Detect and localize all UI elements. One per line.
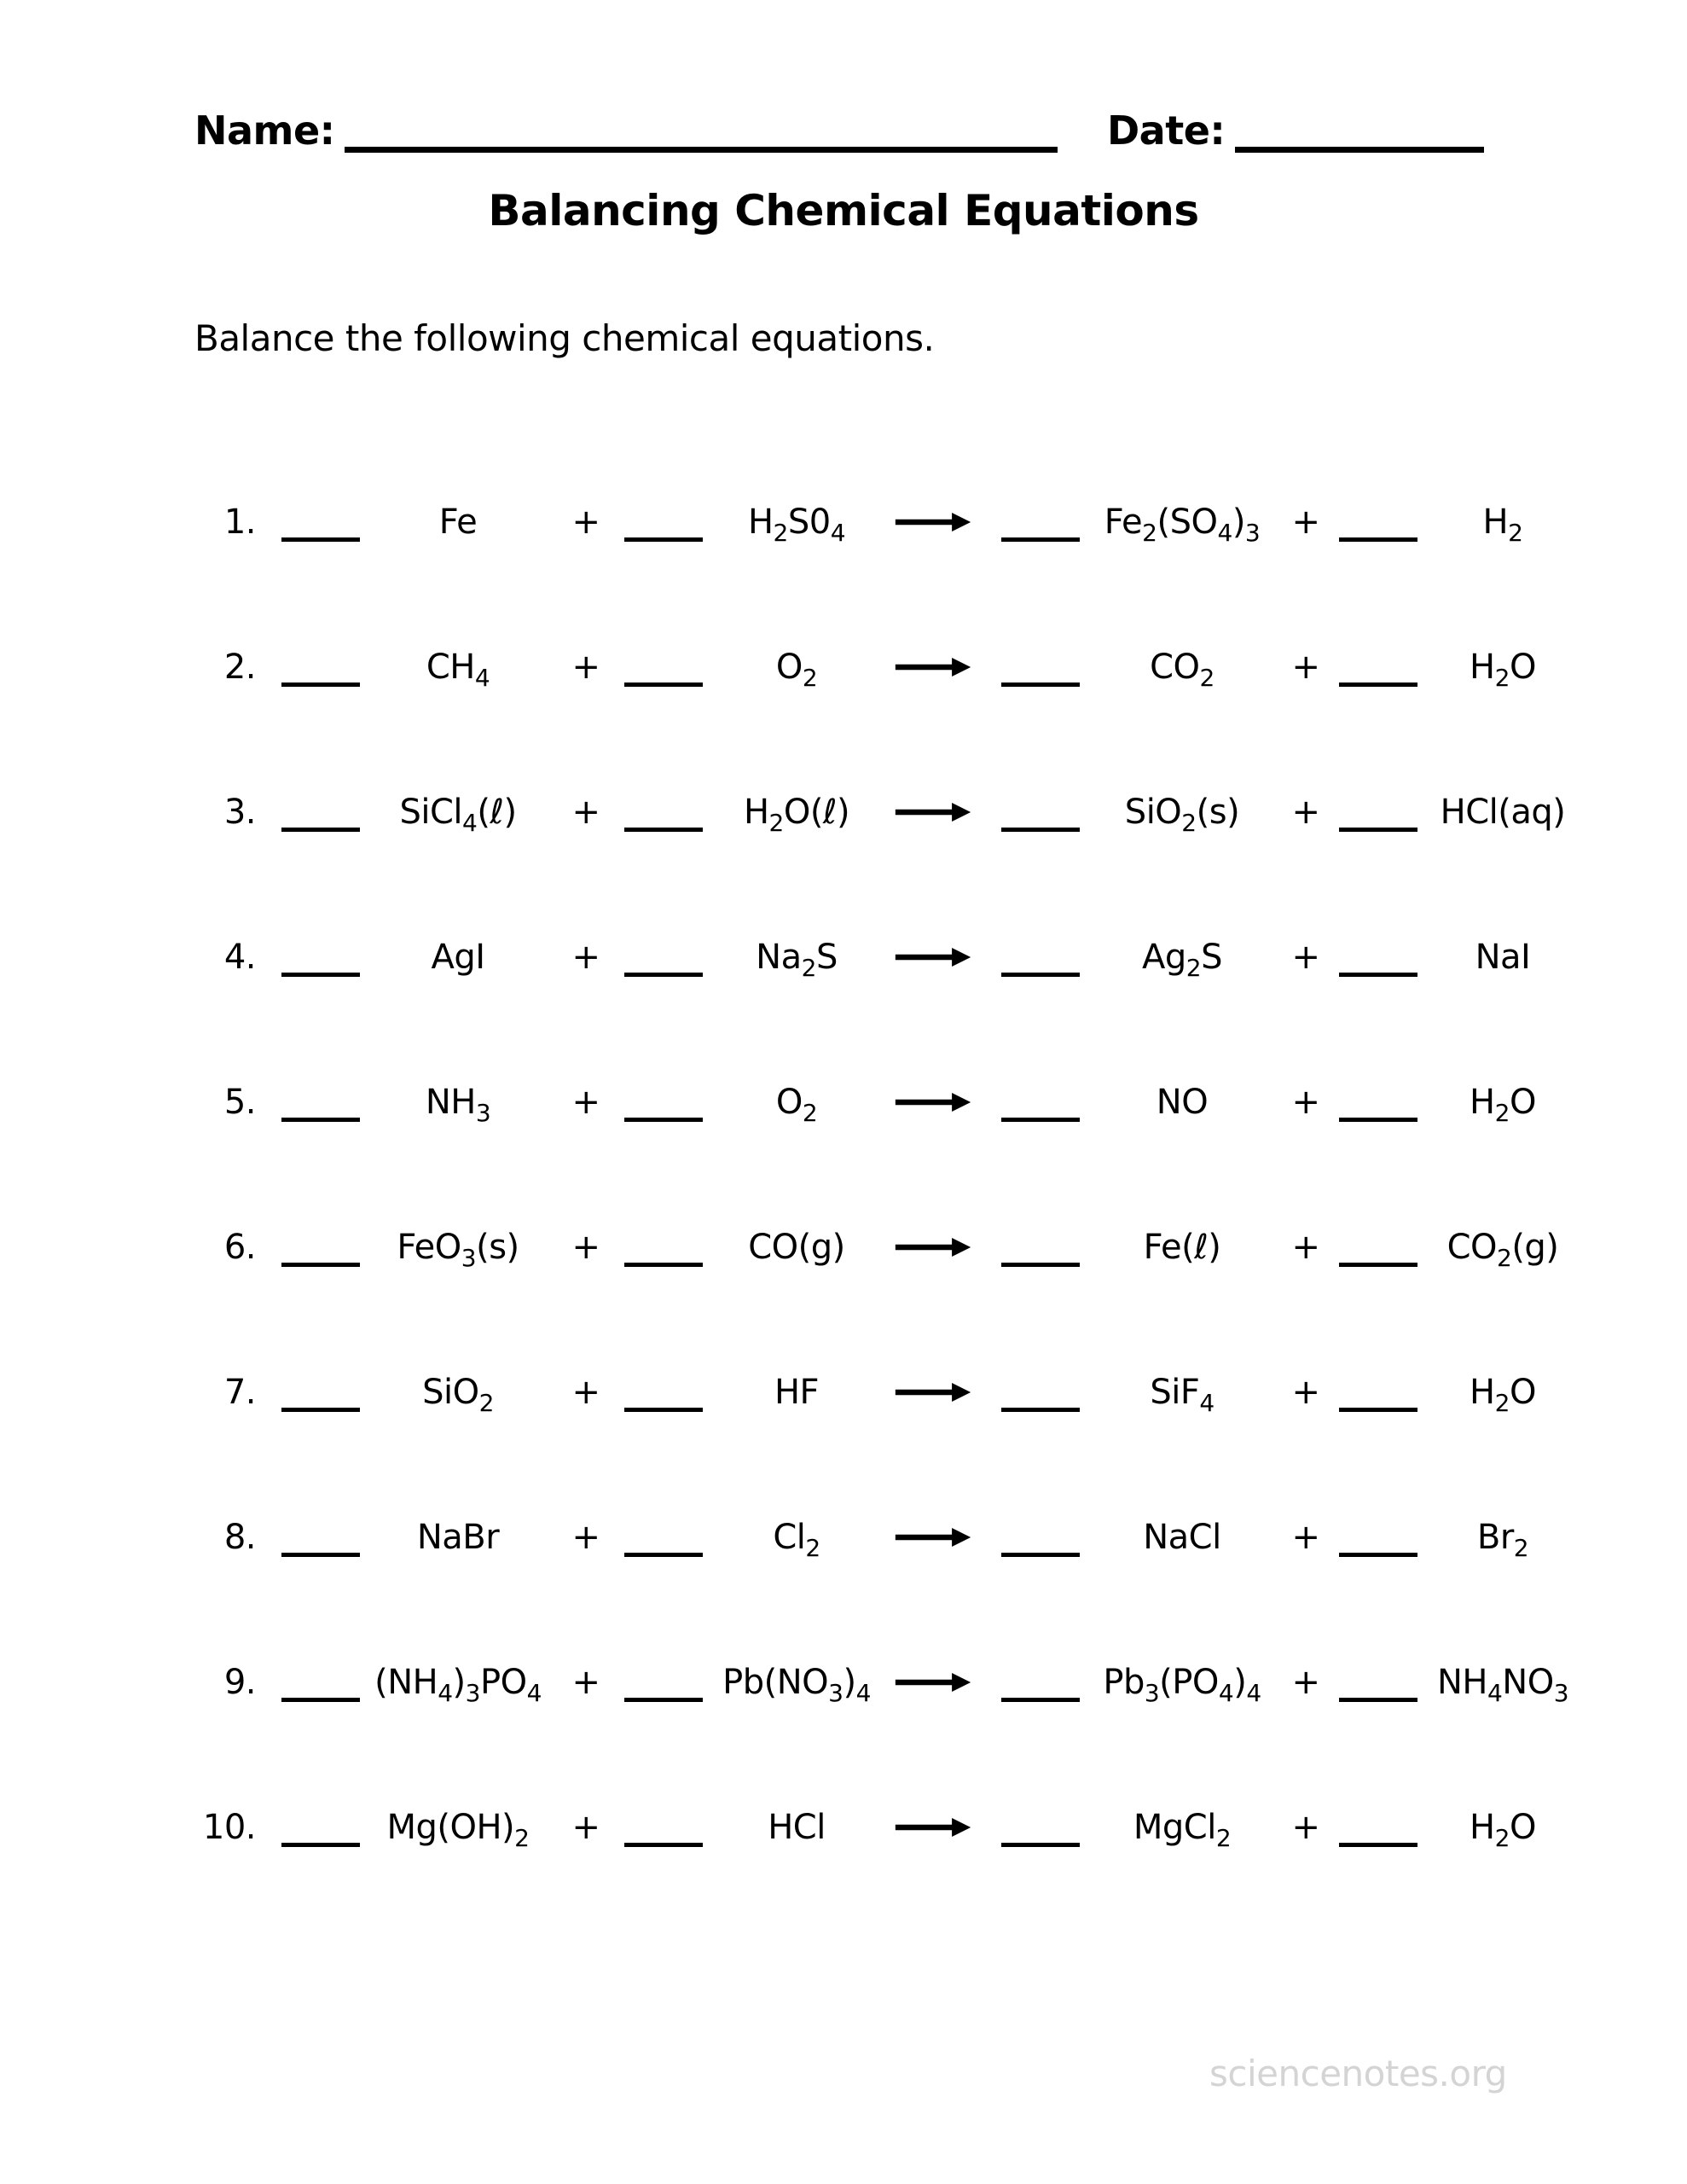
product-2-formula: HCl(aq) xyxy=(1440,793,1566,832)
coefficient-blank-4[interactable] xyxy=(1339,1263,1417,1267)
coefficient-blank-1[interactable] xyxy=(281,828,360,832)
equation-number: 8. xyxy=(223,1518,256,1557)
coefficient-blank-3[interactable] xyxy=(1001,973,1080,977)
coefficient-blank-1[interactable] xyxy=(281,1408,360,1412)
yields-arrow-icon xyxy=(890,1380,976,1405)
equation-row-4 xyxy=(0,937,1687,982)
coefficient-blank-1[interactable] xyxy=(281,1698,360,1702)
plus-sign: + xyxy=(571,1228,600,1267)
reactant-2-formula: $O_2$ xyxy=(775,648,818,692)
page-title: Balancing Chemical Equations xyxy=(488,186,1199,235)
equation-number: 3. xyxy=(223,793,256,832)
plus-sign: + xyxy=(1291,1083,1320,1122)
equation-row-5 xyxy=(0,1082,1687,1127)
reactant-2-formula: HF xyxy=(774,1373,820,1412)
coefficient-blank-3[interactable] xyxy=(1001,1553,1080,1557)
reactant-1-formula: Fe xyxy=(438,502,478,542)
reactant-1-formula: $CH_4$ xyxy=(426,648,490,692)
date-input-line[interactable] xyxy=(1235,147,1484,153)
coefficient-blank-2[interactable] xyxy=(624,973,703,977)
product-1-formula: SiF$_4$ xyxy=(1150,1373,1215,1417)
equation-row-2 xyxy=(0,647,1687,692)
coefficient-blank-1[interactable] xyxy=(281,682,360,687)
coefficient-blank-3[interactable] xyxy=(1001,1263,1080,1267)
reactant-1-formula: NaBr xyxy=(416,1518,500,1557)
coefficient-blank-1[interactable] xyxy=(281,1263,360,1267)
reactant-1-formula: $(NH_4)_3PO_4$ xyxy=(374,1663,542,1707)
yields-arrow-icon xyxy=(890,1089,976,1115)
plus-sign: + xyxy=(1291,793,1320,832)
yields-arrow-icon xyxy=(890,1815,976,1840)
coefficient-blank-4[interactable] xyxy=(1339,1553,1417,1557)
coefficient-blank-2[interactable] xyxy=(624,1843,703,1847)
equation-row-7 xyxy=(0,1372,1687,1417)
product-1-formula: Fe(ℓ) xyxy=(1143,1228,1221,1267)
equation-number: 9. xyxy=(223,1663,256,1702)
coefficient-blank-3[interactable] xyxy=(1001,537,1080,542)
product-2-formula: $NH_4NO_3$ xyxy=(1436,1663,1569,1707)
product-1-formula: NaCl xyxy=(1143,1518,1221,1557)
equation-number: 10. xyxy=(202,1808,256,1847)
coefficient-blank-3[interactable] xyxy=(1001,1408,1080,1412)
reactant-2-formula: CO(g) xyxy=(748,1228,845,1267)
reactant-1-formula: AgI xyxy=(431,938,485,977)
coefficient-blank-2[interactable] xyxy=(624,537,703,542)
reactant-1-formula: SiO$_2$ xyxy=(422,1373,494,1417)
product-1-formula: MgCl$_2$ xyxy=(1133,1808,1232,1852)
reactant-2-formula: $O_2$ xyxy=(775,1083,818,1127)
coefficient-blank-4[interactable] xyxy=(1339,973,1417,977)
reactant-2-formula: HCl xyxy=(768,1808,826,1847)
coefficient-blank-3[interactable] xyxy=(1001,1698,1080,1702)
coefficient-blank-3[interactable] xyxy=(1001,828,1080,832)
coefficient-blank-2[interactable] xyxy=(624,1118,703,1122)
equation-number: 2. xyxy=(223,648,256,687)
plus-sign: + xyxy=(1291,1663,1320,1702)
coefficient-blank-2[interactable] xyxy=(624,1698,703,1702)
product-2-formula: $H_2O$ xyxy=(1470,1083,1536,1127)
coefficient-blank-2[interactable] xyxy=(624,1263,703,1267)
equation-row-6 xyxy=(0,1227,1687,1272)
coefficient-blank-3[interactable] xyxy=(1001,1843,1080,1847)
coefficient-blank-1[interactable] xyxy=(281,1118,360,1122)
plus-sign: + xyxy=(1291,502,1320,542)
plus-sign: + xyxy=(571,793,600,832)
coefficient-blank-1[interactable] xyxy=(281,1843,360,1847)
plus-sign: + xyxy=(1291,1808,1320,1847)
product-2-formula: $CO_2(g)$ xyxy=(1446,1228,1559,1272)
yields-arrow-icon xyxy=(890,799,976,825)
product-2-formula: $H_2O$ xyxy=(1470,648,1536,692)
yields-arrow-icon xyxy=(890,1670,976,1695)
plus-sign: + xyxy=(571,1373,600,1412)
reactant-2-formula: $Pb(NO_3)_4$ xyxy=(722,1663,871,1707)
coefficient-blank-3[interactable] xyxy=(1001,1118,1080,1122)
reactant-2-formula: $Na_2S$ xyxy=(756,938,838,982)
product-1-formula: $Ag_2S$ xyxy=(1142,938,1222,982)
reactant-1-formula: SiCl$_4$(ℓ) xyxy=(399,793,517,837)
reactant-2-formula: $H_2O(\ell)$ xyxy=(743,793,850,837)
equation-number: 7. xyxy=(223,1373,256,1412)
plus-sign: + xyxy=(571,1808,600,1847)
plus-sign: + xyxy=(571,648,600,687)
coefficient-blank-1[interactable] xyxy=(281,973,360,977)
coefficient-blank-4[interactable] xyxy=(1339,682,1417,687)
reactant-2-formula: $Cl_2$ xyxy=(773,1518,820,1562)
date-label: Date: xyxy=(1107,107,1226,154)
product-2-formula: $H_2O$ xyxy=(1470,1808,1536,1852)
plus-sign: + xyxy=(1291,938,1320,977)
plus-sign: + xyxy=(571,502,600,542)
yields-arrow-icon xyxy=(890,944,976,970)
product-1-formula: NO xyxy=(1156,1083,1209,1122)
name-label: Name: xyxy=(194,107,335,154)
reactant-1-formula: $Mg(OH)_2$ xyxy=(386,1808,530,1852)
product-2-formula: $H_2$ xyxy=(1482,502,1523,547)
equation-number: 6. xyxy=(223,1228,256,1267)
coefficient-blank-4[interactable] xyxy=(1339,1843,1417,1847)
product-1-formula: $CO_2$ xyxy=(1150,648,1215,692)
coefficient-blank-2[interactable] xyxy=(624,828,703,832)
coefficient-blank-4[interactable] xyxy=(1339,1698,1417,1702)
coefficient-blank-1[interactable] xyxy=(281,1553,360,1557)
coefficient-blank-2[interactable] xyxy=(624,1408,703,1412)
product-1-formula: $Pb_3(PO_4)_4$ xyxy=(1103,1663,1261,1707)
equation-row-8 xyxy=(0,1517,1687,1562)
plus-sign: + xyxy=(571,1083,600,1122)
equation-row-1 xyxy=(0,502,1687,547)
reactant-2-formula: $H_2S0_4$ xyxy=(747,502,846,547)
yields-arrow-icon xyxy=(890,1234,976,1260)
coefficient-blank-3[interactable] xyxy=(1001,682,1080,687)
name-input-line[interactable] xyxy=(345,147,1058,153)
equation-row-3 xyxy=(0,792,1687,837)
coefficient-blank-4[interactable] xyxy=(1339,1118,1417,1122)
yields-arrow-icon xyxy=(890,654,976,680)
equation-row-9 xyxy=(0,1662,1687,1707)
coefficient-blank-4[interactable] xyxy=(1339,537,1417,542)
reactant-1-formula: $NH_3$ xyxy=(425,1083,491,1127)
coefficient-blank-2[interactable] xyxy=(624,682,703,687)
product-1-formula: $Fe_2(SO_4)_3$ xyxy=(1104,502,1261,547)
coefficient-blank-4[interactable] xyxy=(1339,1408,1417,1412)
instruction-text: Balance the following chemical equations. xyxy=(194,317,935,359)
equation-number: 5. xyxy=(223,1083,256,1122)
plus-sign: + xyxy=(1291,1518,1320,1557)
yields-arrow-icon xyxy=(890,1525,976,1550)
equation-number: 4. xyxy=(223,938,256,977)
coefficient-blank-2[interactable] xyxy=(624,1553,703,1557)
product-1-formula: SiO$_2$(s) xyxy=(1124,793,1240,837)
plus-sign: + xyxy=(571,1663,600,1702)
product-2-formula: $H_2O$ xyxy=(1470,1373,1536,1417)
footer-site-credit: sciencenotes.org xyxy=(1209,2053,1507,2094)
reactant-1-formula: FeO$_3$(s) xyxy=(397,1228,519,1272)
plus-sign: + xyxy=(1291,648,1320,687)
coefficient-blank-1[interactable] xyxy=(281,537,360,542)
plus-sign: + xyxy=(1291,1373,1320,1412)
equation-number: 1. xyxy=(223,502,256,542)
product-2-formula: NaI xyxy=(1475,938,1531,977)
coefficient-blank-4[interactable] xyxy=(1339,828,1417,832)
equation-row-10 xyxy=(0,1807,1687,1852)
plus-sign: + xyxy=(571,1518,600,1557)
product-2-formula: $Br_2$ xyxy=(1476,1518,1529,1562)
plus-sign: + xyxy=(571,938,600,977)
yields-arrow-icon xyxy=(890,509,976,535)
plus-sign: + xyxy=(1291,1228,1320,1267)
